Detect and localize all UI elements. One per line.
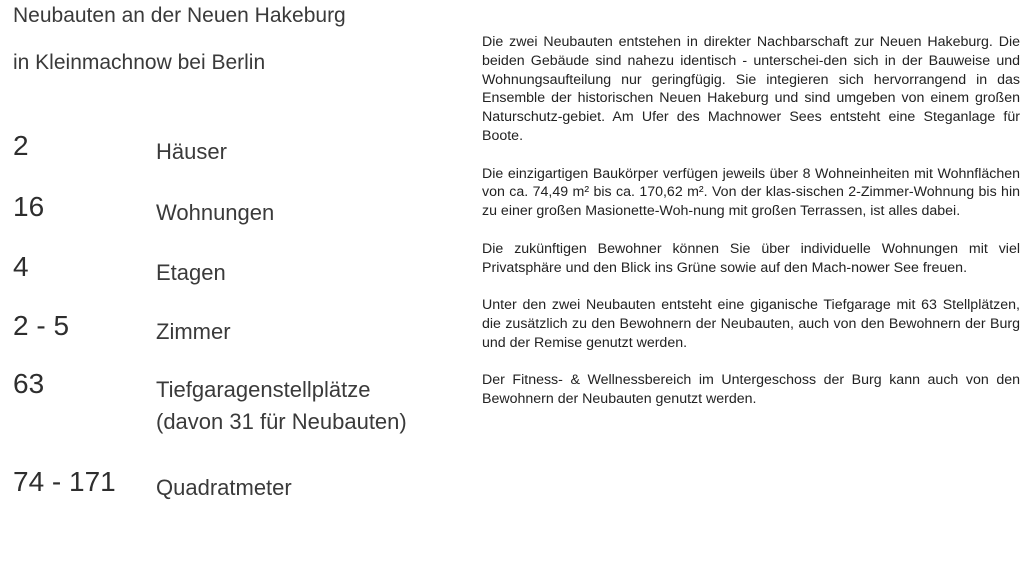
stat-label: Häuser — [156, 139, 227, 164]
stat-label-note: (davon 31 für Neubauten) — [156, 409, 407, 434]
description-column — [482, 33, 1020, 428]
stat-number: 2 - 5 — [13, 310, 70, 341]
stat-label: Etagen — [156, 260, 226, 285]
stat-number: 4 — [13, 251, 29, 282]
stat-number: 2 — [13, 130, 29, 161]
stat-number: 63 — [13, 368, 45, 399]
heading-line-2: in Kleinmachnow bei Berlin — [13, 51, 266, 74]
stat-label: Quadratmeter — [156, 475, 292, 500]
description-paragraph: Unter den zwei Neubauten entsteht eine giganische Tiefgarage mit 63 Stellplätzen, die zusätzlich zu den Bewohnern der Neubauten, auch von den Bewohnern der Burg und der Remise genutzt werden. — [482, 297, 1020, 351]
stat-label: Zimmer — [156, 319, 231, 344]
description-paragraph: Die einzigartigen Baukörper verfügen jeweils über 8 Wohneinheiten mit Wohnflächen von ca. 74,49 m² bis ca. 170,62 m². Von der klas-sischen 2-Zimmer-Wohnung bis hin zu einer großen Masionette-Woh-nung mit großen Terrassen, ist alles dabei. — [482, 165, 1020, 220]
stat-label: Wohnungen — [156, 200, 275, 225]
description-paragraph: Die zwei Neubauten entstehen in direkter Nachbarschaft zur Neuen Hakeburg. Die beiden Gebäude sind nahezu identisch - unterschei-den sich in der Bauweise und Wohnungsaufteilung nur geringfügig. Sie integieren sich hervorrangend in das Ensemble der historischen Neuen Hakeburg und sind umgeben von einem großen Naturschutz-gebiet. Am Ufer des Machnower Sees entsteht eine Steganlage für Boote. — [482, 34, 1020, 144]
heading-line-1: Neubauten an der Neuen Hakeburg — [13, 4, 346, 27]
stat-label: Tiefgaragenstellplätze — [156, 377, 371, 402]
stat-number: 16 — [13, 191, 45, 222]
description-paragraph: Der Fitness- & Wellnessbereich im Untergeschoss der Burg kann auch von den Bewohnern der Neubauten genutzt werden. — [482, 372, 1020, 408]
description-paragraph: Die zukünftigen Bewohner können Sie über individuelle Wohnungen mit viel Privatsphäre und den Blick ins Grüne sowie auf den Mach-nower See freuen. — [482, 240, 1020, 276]
stat-number: 74 - 171 — [13, 466, 116, 497]
